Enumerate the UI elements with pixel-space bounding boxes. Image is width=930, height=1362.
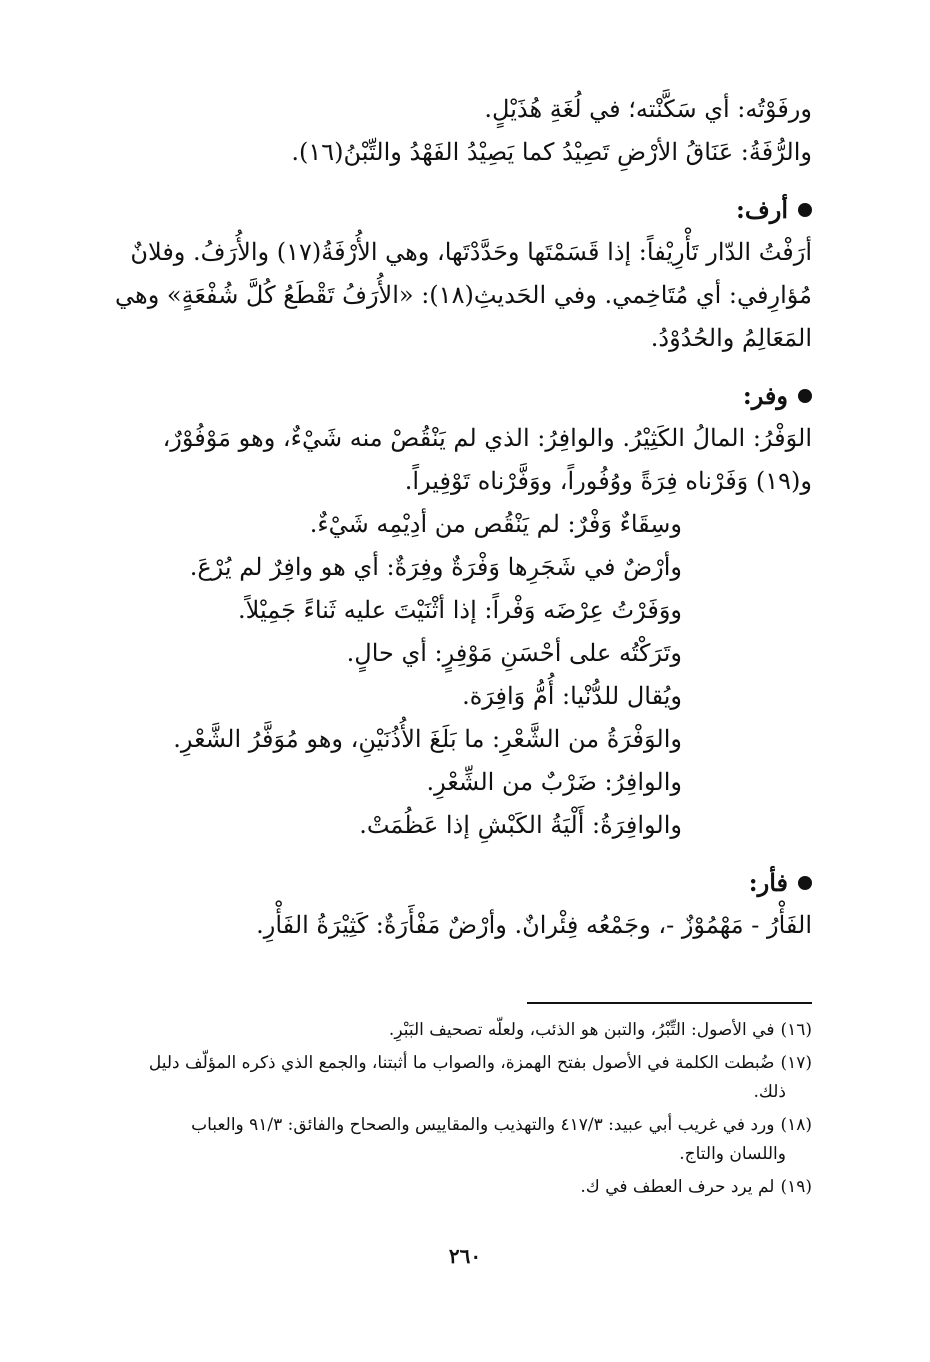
text-line: وأرْضٌ في شَجَرِها وَفْرَةٌ وفِرَةٌ: أي هو وافِرٌ لم يُرْعَ.: [189, 553, 682, 581]
footnote-text: ضُبطت الكلمة في الأصول بفتح الهمزة، والصواب ما أثبتنا، والجمع الذي ذكره المؤلّف دليل: [148, 1053, 775, 1073]
footnote-continuation: ذلك.: [753, 1082, 786, 1102]
bullet-icon: [798, 876, 812, 890]
footnote-number: (١٦): [780, 1020, 812, 1040]
bullet-icon: [798, 389, 812, 403]
text-line: والوَفْرَةُ من الشَّعْرِ: ما بَلَغَ الأُذُنَيْنِ، وهو مُوَفَّرُ الشَّعْرِ.: [173, 725, 682, 753]
text-line: وتَرَكْتُه على أحْسَنِ مَوْفِرٍ: أي حالٍ.: [346, 639, 682, 667]
footnote: [112, 1173, 812, 1202]
footnote: [112, 1016, 812, 1045]
footnote-number: (١٨): [780, 1115, 812, 1135]
text-line: الفَأْرُ - مَهْمُوْزٌ -، وجَمْعُه فِئْرانٌ. وأرْضٌ مَفْأَرَةٌ: كَثِيْرَةُ الفَأْرِ.: [256, 911, 812, 939]
entry-heading-label: فأر:: [748, 868, 788, 897]
text-line: والوافِرُ: ضَرْبٌ من الشِّعْرِ.: [426, 768, 682, 796]
text-line: المَعَالِمُ والحُدُوْدُ.: [650, 324, 812, 352]
text-line: أرَفْتُ الدّار تَأْرِيْفاً: إذا قَسَمْتَها وحَدَّدْتَها، وهي الأُرْفَةُ(١٧) والأُرَفُ. وفلانٌ: [130, 238, 812, 266]
text-line: ورفَوْتُه: أي سَكَّنْته؛ في لُغَةِ هُذَيْلٍ.: [484, 95, 812, 123]
footnote-number: (١٧): [780, 1053, 812, 1073]
footnote-text: ورد في غريب أبي عبيد: ٤١٧/٣ والتهذيب والمقاييس والصحاح والفائق: ٩١/٣ والعباب: [191, 1115, 775, 1135]
footnote-number: (١٩): [780, 1177, 812, 1197]
footnote-text: في الأصول: التِّبْرُ، والتبن هو الذئب، ولعلّه تصحيف البَبْرِ.: [388, 1020, 775, 1040]
text-line: ووَفَرْتُ عِرْضَه وَفْراً: إذا أثْنَيْتَ عليه ثَناءً جَمِيْلاً.: [238, 596, 682, 624]
footnote-text: لم يرد حرف العطف في ك.: [580, 1177, 775, 1197]
text-line: مُؤارِفي: أي مُتَاخِمي. وفي الحَديثِ(١٨): «الأُرَفُ تَقْطَعُ كُلَّ شُفْعَةٍ» وهي: [115, 281, 812, 309]
footnote: [112, 1111, 812, 1169]
entry-heading-wafr: [112, 374, 812, 417]
text-line: وسِقَاءٌ وَفْرٌ: لم يَنْقُص من أدِيْمِه شَيْءٌ.: [309, 510, 682, 538]
footnote-continuation: واللسان والتاج.: [679, 1144, 786, 1164]
bullet-icon: [798, 203, 812, 217]
main-text: [112, 88, 812, 947]
entry-heading-faar: [112, 861, 812, 904]
text-line: و(١٩) وَفَرْناه فِرَةً ووُفُوراً، ووَفَّرْناه تَوْفِيراً.: [404, 467, 812, 495]
entry-heading-arf: [112, 188, 812, 231]
text-line: الوَفْرُ: المالُ الكَثِيْرُ. والوافِرُ: الذي لم يَنْقُصْ منه شَيْءٌ، وهو مَوْفُوْرٌ،: [162, 424, 812, 452]
page-number: ٢٦٠: [448, 1244, 482, 1268]
footnote: [112, 1049, 812, 1107]
entry-heading-label: وفر:: [742, 381, 788, 410]
text-line: والوافِرَةُ: أَلْيَةُ الكَبْشِ إذا عَظُمَتْ.: [359, 811, 682, 839]
text-line: والرُّفَةُ: عَنَاقُ الأرْضِ تَصِيْدُ كما يَصِيْدُ الفَهْدُ والتِّبْنُ(١٦).: [291, 138, 812, 166]
footnotes: [112, 1016, 812, 1206]
footnote-divider: [527, 1002, 812, 1004]
entry-heading-label: أرف:: [736, 195, 788, 224]
text-line: ويُقال للدُّنْيا: أُمُّ وَافِرَة.: [462, 682, 682, 710]
